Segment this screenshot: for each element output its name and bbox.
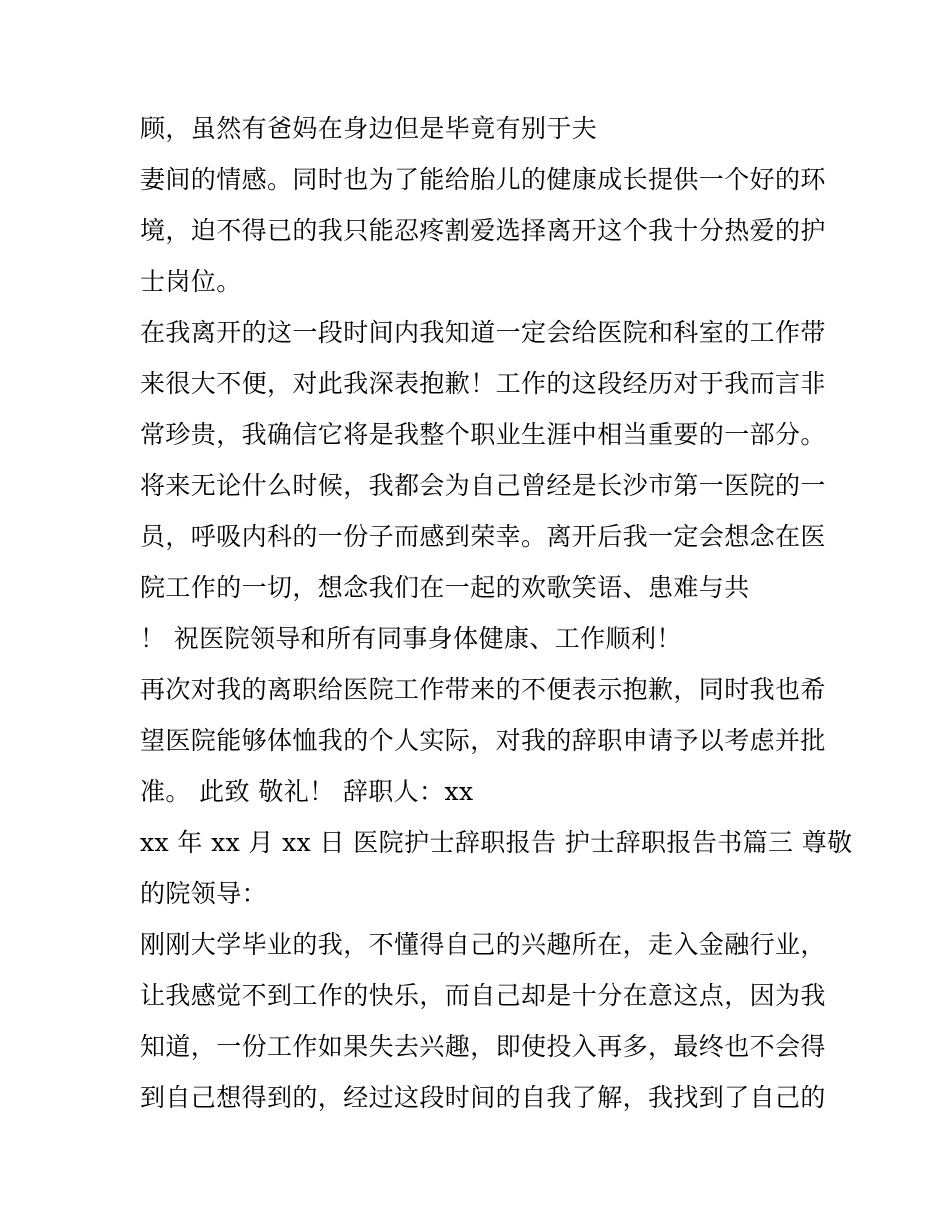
text-line: 让我感觉不到工作的快乐，而自己却是十分在意这点，因为我 [140, 981, 826, 1010]
text-line: xx 年 xx 月 xx 日 医院护士辞职报告 护士辞职报告书篇三 尊敬 [140, 828, 853, 857]
text-line: 来很大不便，对此我深表抱歉！工作的这段经历对于我而言非 [140, 369, 826, 398]
text-line: 士岗位。 [140, 267, 242, 296]
text-line: 刚刚大学毕业的我，不懂得自己的兴趣所在，走入金融行业， [140, 930, 826, 959]
text-line: 顾，虽然有爸妈在身边但是毕竟有别于夫 [140, 114, 598, 143]
text-line: 的院领导： [140, 879, 268, 908]
text-line: 境，迫不得已的我只能忍疼割爱选择离开这个我十分热爱的护 [140, 216, 826, 245]
text-line: 到自己想得到的，经过这段时间的自我了解，我找到了自己的 [140, 1083, 826, 1112]
text-line: 望医院能够体恤我的个人实际，对我的辞职申请予以考虑并批 [140, 726, 826, 755]
text-line: 在我离开的这一段时间内我知道一定会给医院和科室的工作带 [140, 318, 826, 347]
document-body [140, 108, 853, 1128]
text-line: 知道，一份工作如果失去兴趣，即使投入再多，最终也不会得 [140, 1032, 826, 1061]
text-line: 常珍贵，我确信它将是我整个职业生涯中相当重要的一部分。 [140, 420, 826, 449]
text-line: 再次对我的离职给医院工作带来的不便表示抱歉，同时我也希 [140, 675, 826, 704]
text-line: 员，呼吸内科的一份子而感到荣幸。离开后我一定会想念在医 [140, 522, 826, 551]
text-line: ！ 祝医院领导和所有同事身体健康、工作顺利！ [140, 624, 682, 653]
text-line: 院工作的一切，想念我们在一起的欢歌笑语、患难与共 [140, 573, 750, 602]
text-line: 将来无论什么时候，我都会为自己曾经是长沙市第一医院的一 [140, 471, 826, 500]
text-line: 准。 此致 敬礼！ 辞职人：xx [140, 777, 474, 806]
text-line: 妻间的情感。同时也为了能给胎儿的健康成长提供一个好的环 [140, 165, 826, 194]
